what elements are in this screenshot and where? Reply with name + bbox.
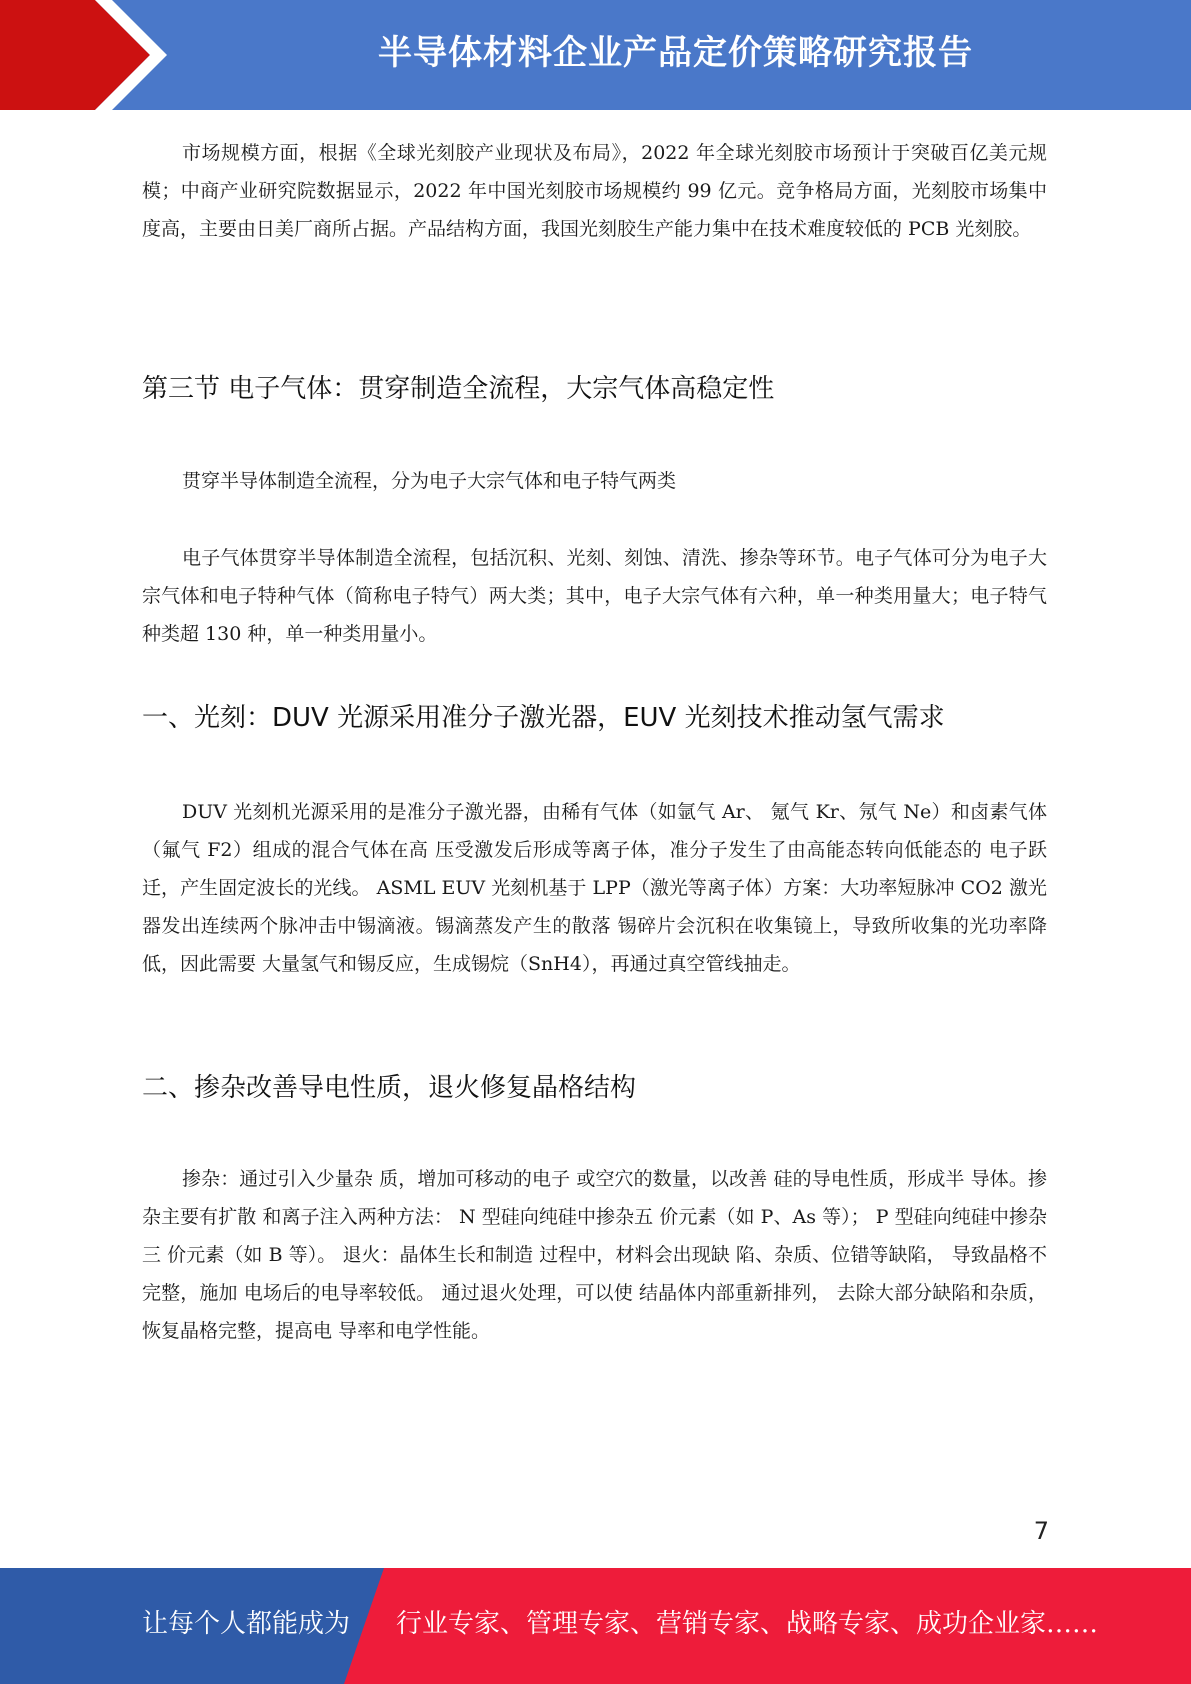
section-3-paragraph-block xyxy=(142,539,1047,653)
subsection-2-title: 二、掺杂改善导电性质，退火修复晶格结构 xyxy=(142,1073,637,1103)
subsection-2-paragraph-block xyxy=(142,1160,1047,1350)
footer-slogan-right: 行业专家、管理专家、营销专家、战略专家、成功企业家…… xyxy=(396,1609,1099,1639)
subsection-1-title: 一、光刻：DUV 光源采用准分子激光器，EUV 光刻技术推动氢气需求 xyxy=(142,703,945,733)
section-3-title: 第三节 电子气体：贯穿制造全流程，大宗气体高稳定性 xyxy=(142,374,775,404)
page-number: 7 xyxy=(1033,1517,1049,1545)
section-3-intro-block xyxy=(142,462,1047,500)
subsection-1-paragraph-block xyxy=(142,793,1047,983)
market-size-section xyxy=(142,134,1047,248)
subsection-1-paragraph: DUV 光刻机光源采用的是准分子激光器，由稀有气体（如氩气 Ar、 氪气 Kr、氖气 Ne）和卤素气体（氟气 F2）组成的混合气体在高 压受激发后形成等离子体，准分子发生了由高能态转向低能态的 电子跃迁，产生固定波长的光线。 ASML EUV 光刻机基于 LPP（激光等离子体）方案：大功率短脉冲 CO2 激光器发出连续两个脉冲击中锡滴液。锡滴蒸发产生的散落 锡碎片会沉积在收集镜上，导致所收集的光功率降低，因此需要 大量氢气和锡反应，生成锡烷（SnH4），再通过真空管线抽走。 xyxy=(142,801,1047,975)
section-3-paragraph: 电子气体贯穿半导体制造全流程，包括沉积、光刻、刻蚀、清洗、掺杂等环节。电子气体可分为电子大宗气体和电子特种气体（简称电子特气）两大类；其中，电子大宗气体有六种，单一种类用量大；电子特气种类超 130 种，单一种类用量小。 xyxy=(142,547,1047,645)
page-header xyxy=(0,0,1191,110)
subsection-2-paragraph: 掺杂：通过引入少量杂 质，增加可移动的电子 或空穴的数量，以改善 硅的导电性质，形成半 导体。掺杂主要有扩散 和离子注入两种方法： N 型硅向纯硅中掺杂五 价元素（如 P、As 等）； P 型硅向纯硅中掺杂三 价元素（如 B 等）。 退火：晶体生长和制造 过程中，材料会出现缺 陷、杂质、位错等缺陷， 导致晶格不完整，施加 电场后的电导率较低。 通过退火处理，可以使 结晶体内部重新排列， 去除大部分缺陷和杂质， 恢复晶格完整，提高电 导率和电学性能。 xyxy=(142,1168,1047,1342)
market-size-paragraph: 市场规模方面，根据《全球光刻胶产业现状及布局》，2022 年全球光刻胶市场预计于突破百亿美元规模；中商产业研究院数据显示，2022 年中国光刻胶市场规模约 99 亿元。竞争格局方面，光刻胶市场集中度高，主要由日美厂商所占据。产品结构方面，我国光刻胶生产能力集中在技术难度较低的 PCB 光刻胶。 xyxy=(142,142,1047,240)
subsection-2-heading-block xyxy=(142,1068,1047,1108)
section-3-heading-block xyxy=(142,369,1047,409)
report-title: 半导体材料企业产品定价策略研究报告 xyxy=(378,33,973,73)
section-3-intro: 贯穿半导体制造全流程，分为电子大宗气体和电子特气两类 xyxy=(182,470,677,492)
footer-slogan-left: 让每个人都能成为 xyxy=(142,1609,351,1639)
page-footer xyxy=(0,1568,1191,1684)
subsection-1-heading-block xyxy=(142,698,1047,738)
